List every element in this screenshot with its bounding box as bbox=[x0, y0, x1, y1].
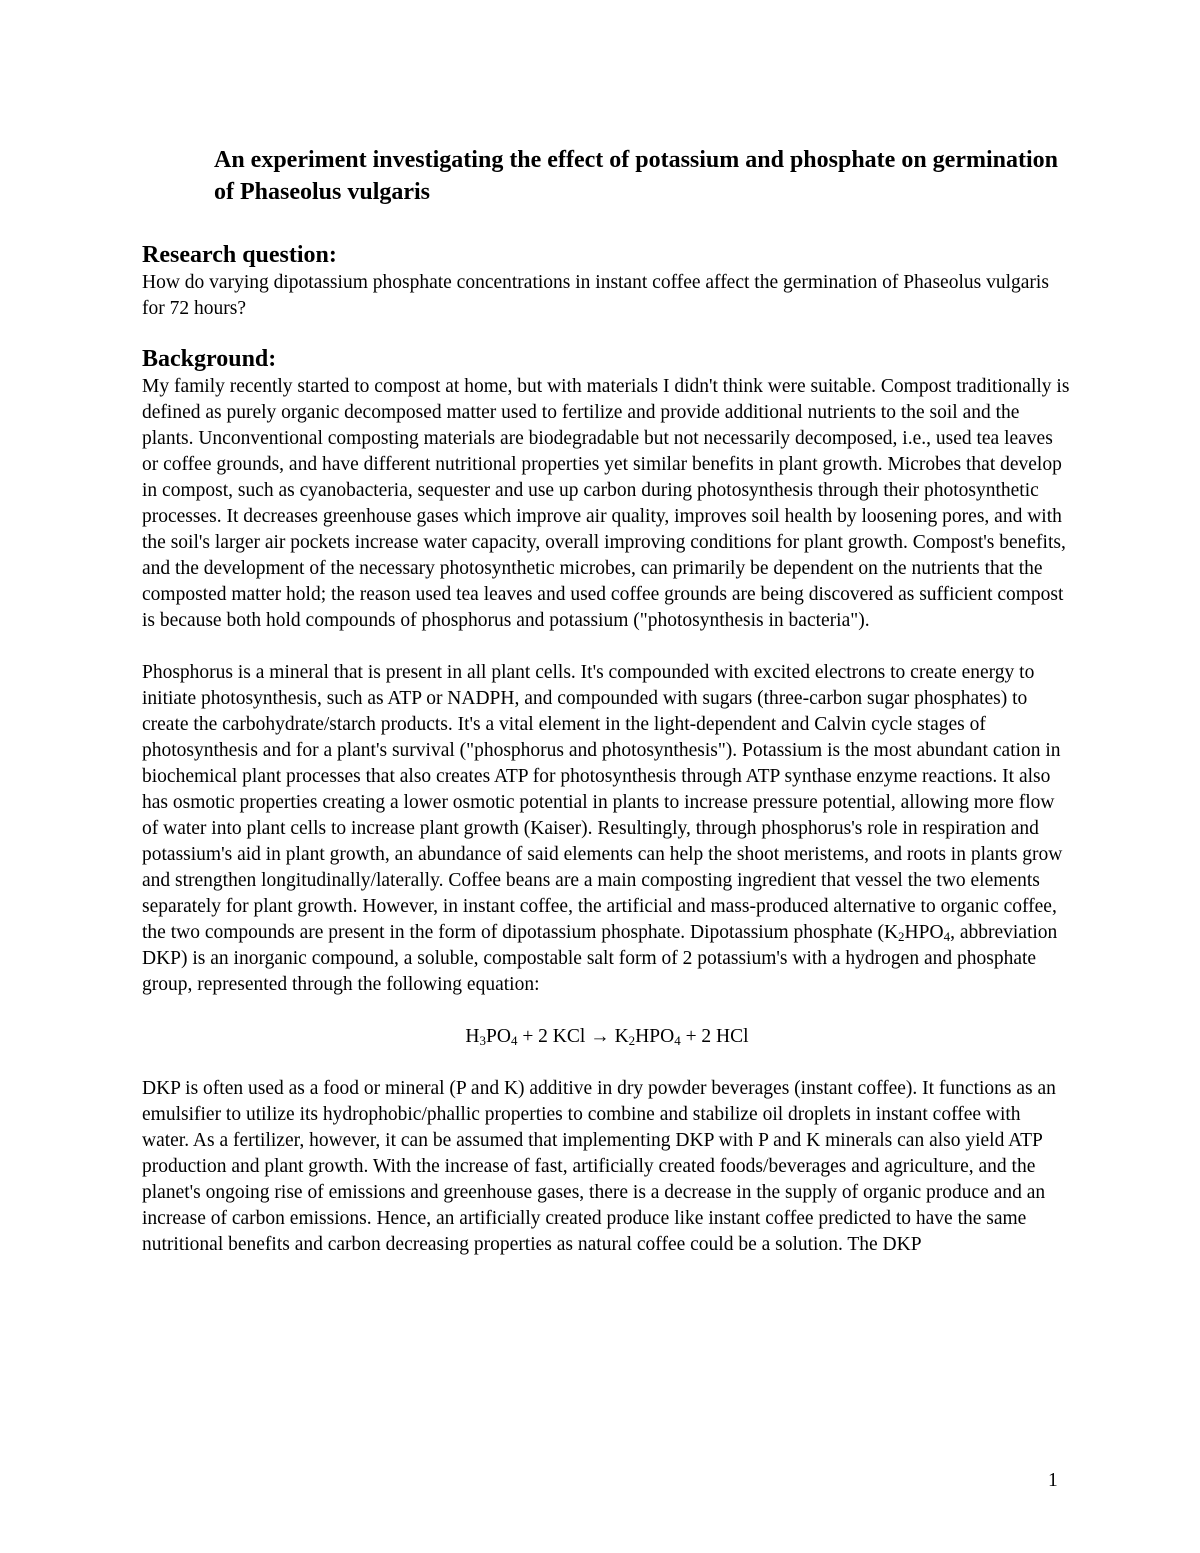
formula-k-subscript: 2 bbox=[898, 929, 905, 944]
eq-plus-hcl: + 2 HCl bbox=[680, 1026, 749, 1047]
eq-h-subscript: 3 bbox=[479, 1033, 486, 1048]
background-paragraph-1: My family recently started to compost at home, but with materials I didn't think were suitable. Compost traditionally is defined as purely organic decomposed matter used to fertilize and provide additional nutrients to the soil and the plants. Unconventional composting materials are biodegradable but not necessarily decomposed, i.e., used tea leaves or coffee grounds, and have different nutritional properties yet similar benefits in plant growth. Microbes that develop in compost, such as cyanobacteria, sequester and use up carbon during photosynthesis through their photosynthetic processes. It decreases greenhouse gases which improve air quality, improves soil health by loosening pores, and with the soil's larger air pockets increase water capacity, overall improving conditions for plant growth. Compost's benefits, and the development of the necessary photosynthetic microbes, can primarily be dependent on the nutrients that the composted matter hold; the reason used tea leaves and used coffee grounds are being discovered as sufficient compost is because both hold compounds of phosphorus and potassium ("photosynthesis in bacteria"). bbox=[142, 376, 1070, 631]
research-question-heading: Research question: bbox=[142, 242, 337, 268]
background-paragraph-3: DKP is often used as a food or mineral (P and K) additive in dry powder beverages (instant coffee). It functions as an emulsifier to utilize its hydrophobic/phallic properties to combine and stabilize oil droplets in instant coffee with water. As a fertilizer, however, it can be assumed that implementing DKP with P and K minerals can also yield ATP production and plant growth. With the increase of fast, artificially created foods/beverages and agriculture, and the planet's ongoing rise of emissions and greenhouse gases, there is a decrease in the supply of organic produce and an increase of carbon emissions. Hence, an artificially created produce like instant coffee predicted to have the same nutritional benefits and carbon decreasing properties as natural coffee could be a solution. The DKP bbox=[142, 1078, 1056, 1255]
eq-k: K bbox=[614, 1026, 629, 1047]
paragraph-2-text-before-formula: Phosphorus is a mineral that is present in all plant cells. It's compounded with excited electrons to create energy to initiate photosynthesis, such as ATP or NADPH, and compounded with sugars (three-carbon sugar phosphates) to create the carbohydrate/starch products. It's a vital element in the light-dependent and Calvin cycle stages of photosynthesis and for a plant's survival ("phosphorus and photosynthesis"). Potassium is the most abundant cation in biochemical plant processes that also creates ATP for photosynthesis through ATP synthase enzyme reactions. It also has osmotic properties creating a lower osmotic potential in plants to increase pressure potential, allowing more flow of water into plant cells to increase plant growth (Kaiser). Resultingly, through phosphorus's role in respiration and potassium's aid in plant growth, an abundance of said elements can help the shoot meristems, and roots in plants grow and strengthen longitudinally/laterally. Coffee beans are a main composting ingredient that vessel the two elements separately for plant growth. However, in instant coffee, the artificial and mass-produced alternative to organic coffee, the two compounds are present in the form of dipotassium phosphate. Dipotassium phosphate ( bbox=[142, 662, 1063, 943]
research-question-text: How do varying dipotassium phosphate concentrations in instant coffee affect the germination of Phaseolus vulgaris for 72 hours? bbox=[142, 272, 1049, 319]
document-body bbox=[142, 240, 1072, 1258]
formula-k: K bbox=[883, 922, 899, 943]
eq-k-subscript: 2 bbox=[628, 1033, 636, 1048]
page-number: 1 bbox=[1048, 1470, 1058, 1491]
formula-hpo: HPO bbox=[904, 922, 944, 943]
eq-plus-kcl-arrow: + 2 KCl → bbox=[517, 1026, 615, 1047]
background-paragraph-2 bbox=[142, 660, 1072, 998]
document-title: An experiment investigating the effect of potassium and phosphate on germination of Phaseolus vulgaris bbox=[214, 147, 1058, 205]
inline-formula-dkp bbox=[884, 922, 950, 943]
chemical-equation bbox=[142, 1024, 1072, 1050]
eq-h: H bbox=[465, 1026, 480, 1047]
paragraph-2-text-after-formula: , abbreviation DKP) is an inorganic compound, a soluble, compostable salt form of 2 potassium's with a hydrogen and phosphate group, represented through the following equation: bbox=[142, 922, 1058, 995]
eq-hpo: HPO bbox=[635, 1026, 675, 1047]
eq-po-subscript: 4 bbox=[510, 1033, 518, 1048]
formula-o-subscript: 4 bbox=[943, 929, 951, 944]
eq-po: PO bbox=[486, 1026, 511, 1047]
eq-hpo-subscript: 4 bbox=[674, 1033, 681, 1048]
background-heading: Background: bbox=[142, 346, 277, 372]
